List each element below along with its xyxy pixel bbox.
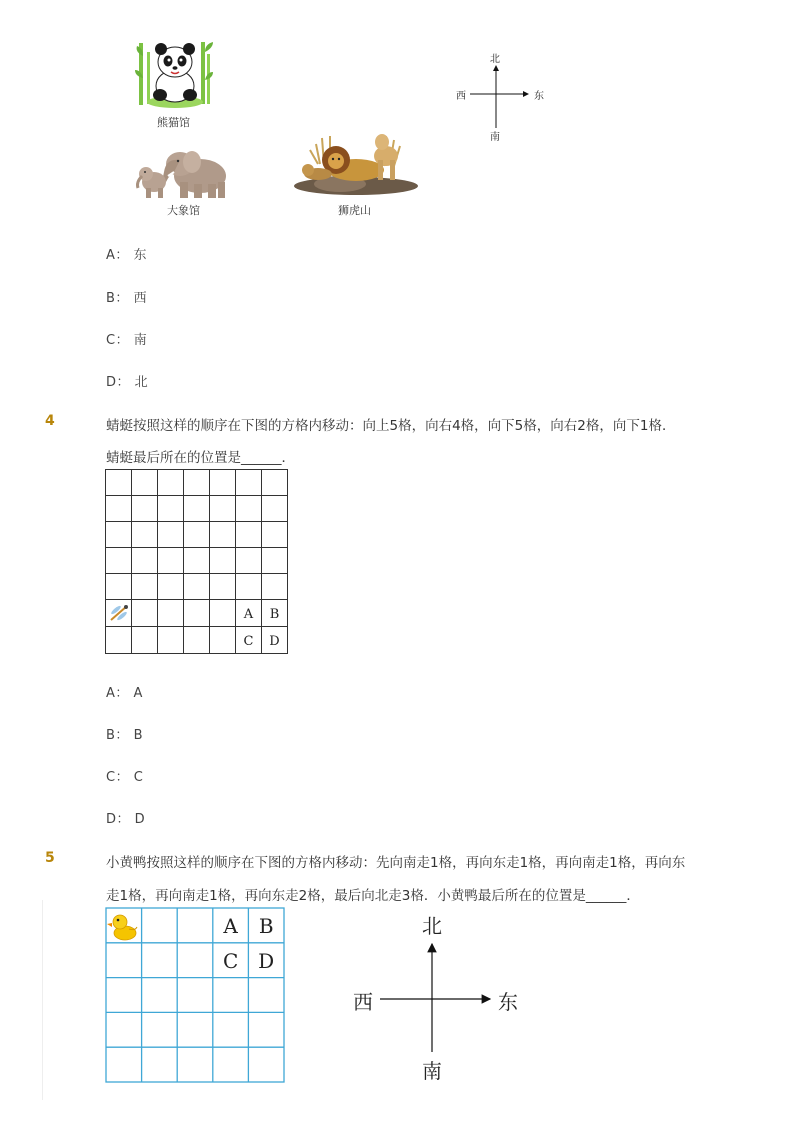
yellow-duck-icon: [107, 915, 137, 940]
small-compass: [470, 60, 536, 130]
large-compass-south: 南: [422, 1059, 442, 1083]
option-key: D：: [106, 375, 131, 390]
option-value: D: [134, 812, 146, 827]
q4-option-a[interactable]: [106, 682, 143, 701]
q4-option-d[interactable]: [106, 808, 145, 827]
q3-option-a[interactable]: [106, 244, 147, 263]
option-value: 北: [134, 375, 149, 390]
elephant-illustration: [134, 146, 234, 200]
q5-grid-letter-a: A: [223, 914, 238, 938]
lion-tiger-hill-label: 狮虎山: [338, 204, 371, 217]
q5-text-line2: 走1格，再向南走1格，再向东走2格，最后向北走3格．小黄鸭最后所在的位置是______．: [106, 888, 640, 904]
q4-option-b[interactable]: [106, 724, 143, 743]
large-compass-west: 西: [353, 990, 373, 1014]
small-compass-west: 西: [456, 91, 466, 102]
panda-hall-label: 熊猫馆: [157, 116, 190, 129]
q4-grid-letter-a: A: [243, 607, 254, 622]
panda-illustration: [135, 38, 215, 110]
option-key: B：: [106, 728, 129, 743]
q4-grid-letter-b: B: [269, 607, 280, 622]
elephant-hall-label: 大象馆: [167, 204, 200, 217]
dragonfly-icon: [110, 605, 128, 622]
q5-text-line1: 小黄鸭按照这样的顺序在下图的方格内移动：先向南走1格，再向东走1格，再向南走1格，再向东: [106, 855, 686, 871]
q3-option-d[interactable]: [106, 371, 148, 390]
q5-number: 5: [45, 850, 55, 866]
option-key: D：: [106, 812, 131, 827]
q4-text-line2: 蜻蜓最后所在的位置是______．: [106, 450, 295, 466]
option-key: C：: [106, 333, 130, 348]
q5-grid: [105, 907, 287, 1085]
q5-grid-letter-c: C: [222, 949, 239, 973]
q4-grid-letter-c: C: [243, 634, 254, 649]
option-value: C: [133, 770, 144, 785]
small-compass-south: 南: [490, 132, 500, 143]
margin-line: [42, 900, 43, 1100]
large-compass-north: 北: [422, 914, 442, 938]
option-key: B：: [106, 291, 129, 306]
q3-option-b[interactable]: [106, 287, 147, 306]
q5-grid-letter-d: D: [258, 949, 275, 973]
lion-illustration: [290, 128, 420, 196]
q4-number: 4: [45, 413, 55, 429]
option-value: 东: [133, 248, 148, 263]
q4-option-c[interactable]: [106, 766, 143, 785]
option-value: 南: [133, 333, 148, 348]
small-compass-east: 东: [534, 91, 544, 102]
option-value: B: [133, 728, 143, 743]
small-compass-north: 北: [490, 54, 500, 65]
q4-grid: [105, 469, 289, 655]
option-key: A：: [106, 248, 129, 263]
q4-text-line1: 蜻蜓按照这样的顺序在下图的方格内移动：向上5格，向右4格，向下5格，向右2格，向下1格．: [106, 418, 676, 434]
option-key: C：: [106, 770, 130, 785]
q5-grid-letter-b: B: [258, 914, 274, 938]
large-compass-east: 东: [498, 990, 518, 1014]
q3-option-c[interactable]: [106, 329, 147, 348]
option-value: A: [133, 686, 143, 701]
q4-grid-letter-d: D: [269, 634, 280, 649]
option-key: A：: [106, 686, 129, 701]
large-compass: [380, 938, 496, 1054]
option-value: 西: [133, 291, 148, 306]
